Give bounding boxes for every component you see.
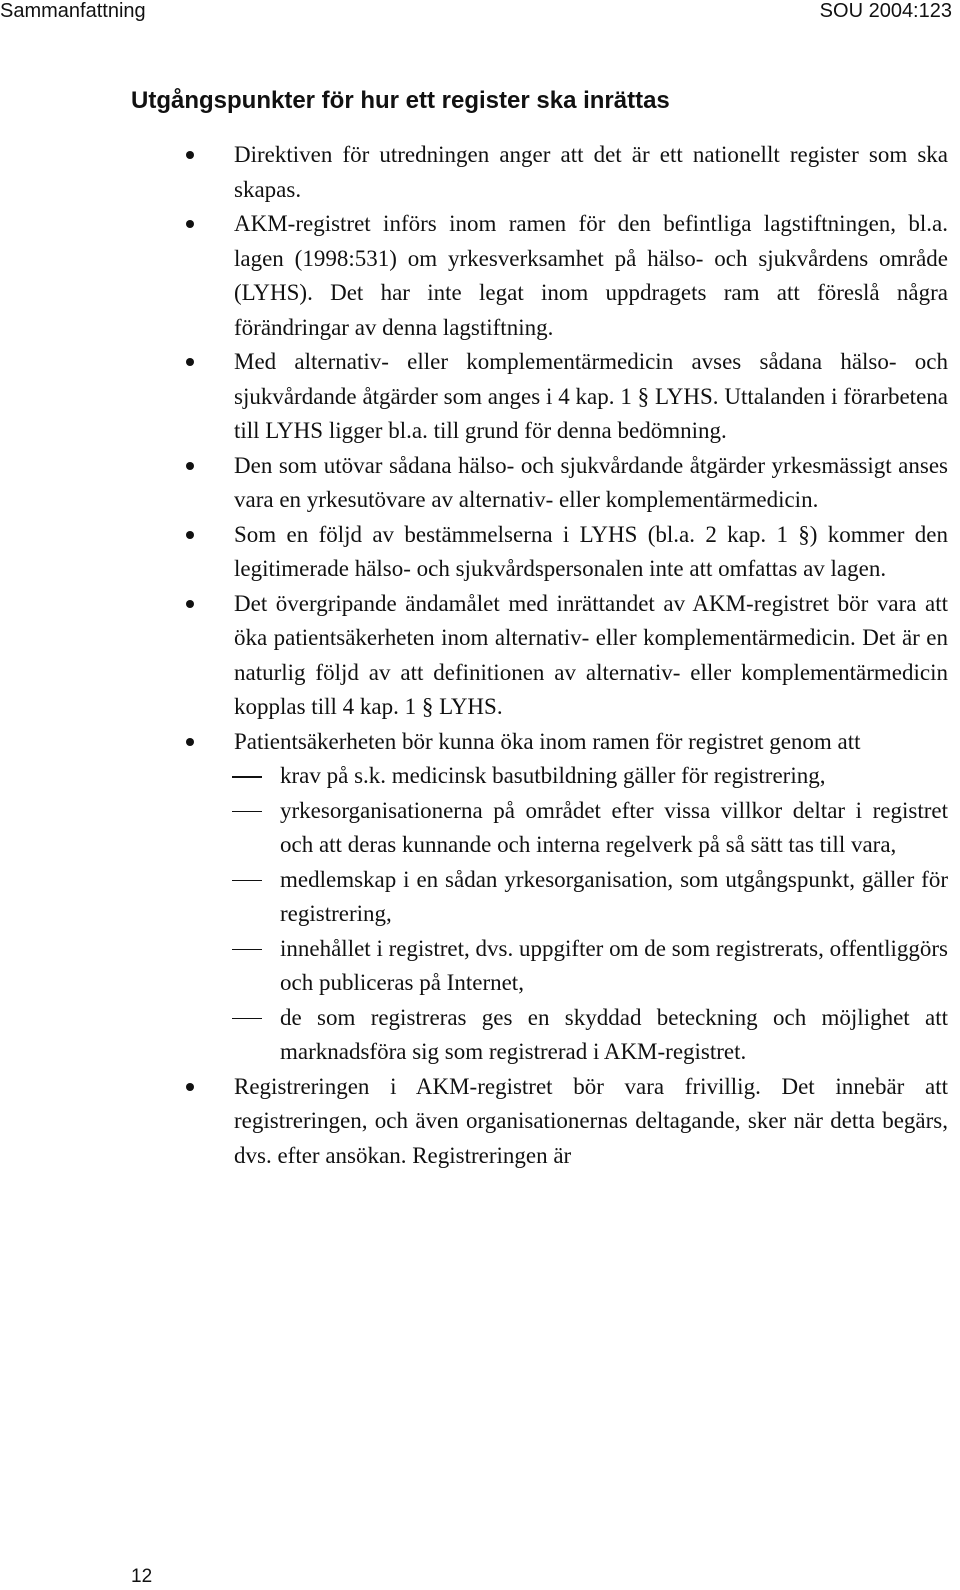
bullet-item xyxy=(186,207,948,345)
bullet-item xyxy=(186,138,948,207)
dash-icon xyxy=(232,949,262,951)
bullet-text: Med alternativ- eller komplementärmedicin avses sådana hälso- och sjukvårdande åtgärder som anges i 4 kap. 1 § LYHS. Uttalanden i förarbetena till LYHS ligger bl.a. till grund för denna bedömning. xyxy=(234,349,948,443)
bullet-text: Patientsäkerheten bör kunna öka inom ramen för registret genom att xyxy=(234,728,861,754)
bullet-icon xyxy=(186,220,194,228)
dash-text: innehållet i registret, dvs. uppgifter om de som registrerats, offentliggörs och publiceras på Internet, xyxy=(280,935,948,995)
dash-item xyxy=(186,932,948,1001)
dash-item xyxy=(186,1001,948,1070)
bullet-icon xyxy=(186,462,194,470)
section-name: Sammanfattning xyxy=(0,0,146,22)
dash-item xyxy=(186,863,948,932)
bullet-icon xyxy=(186,151,194,159)
body-text xyxy=(186,138,948,1173)
bullet-text: AKM-registret införs inom ramen för den befintliga lagstiftningen, bl.a. lagen (1998:531) om yrkesverksamhet på hälso- och sjukvårdens område (LYHS). Det har inte legat inom uppdragets ram att föreslå några förändringar av denna lagstiftning. xyxy=(234,211,948,340)
bullet-icon xyxy=(186,600,194,608)
bullet-text: Den som utövar sådana hälso- och sjukvårdande åtgärder yrkesmässigt anses vara en yrkesutövare av alternativ- eller komplementärmedicin. xyxy=(234,452,948,512)
bullet-item xyxy=(186,725,948,760)
bullet-item xyxy=(186,1070,948,1174)
dash-text: yrkesorganisationerna på området efter vissa villkor deltar i registret och att deras kunnande och interna regelverk på så sätt tas till vara, xyxy=(280,797,948,857)
bullet-icon xyxy=(186,1083,194,1091)
bullet-icon xyxy=(186,358,194,366)
dash-text: medlemskap i en sådan yrkesorganisation, som utgångspunkt, gäller för registrering, xyxy=(280,866,948,926)
bullet-text: Som en följd av bestämmelserna i LYHS (bl.a. 2 kap. 1 §) kommer den legitimerade hälso- och sjukvårdspersonalen inte att omfattas av lagen. xyxy=(234,521,948,581)
bullet-text: Registreringen i AKM-registret bör vara frivillig. Det innebär att registreringen, och även organisationernas deltagande, sker när detta begärs, dvs. efter ansökan. Registreringen är xyxy=(234,1073,948,1168)
bullet-text: Direktiven för utredningen anger att det är ett nationellt register som ska skapas. xyxy=(234,142,948,202)
dash-text: krav på s.k. medicinsk basutbildning gäller för registrering, xyxy=(280,763,826,788)
bullet-item xyxy=(186,449,948,518)
bullet-item xyxy=(186,345,948,449)
dash-icon xyxy=(232,1018,262,1020)
bullet-item xyxy=(186,518,948,587)
dash-icon xyxy=(232,811,262,813)
dash-icon xyxy=(232,776,262,778)
bullet-text: Det övergripande ändamålet med inrättandet av AKM-registret bör vara att öka patientsäkerheten inom alternativ- eller komplementärmedicin. Det är en naturlig följd av att definitionen av alternativ- eller komplementärmedicin kopplas till 4 kap. 1 § LYHS. xyxy=(234,590,948,719)
dash-item xyxy=(186,794,948,863)
bullet-icon xyxy=(186,738,194,746)
dash-text: de som registreras ges en skyddad beteckning och möjlighet att marknadsföra sig som registrerad i AKM-registret. xyxy=(280,1004,948,1064)
dash-icon xyxy=(232,880,262,882)
bullet-item xyxy=(186,587,948,725)
bullet-icon xyxy=(186,531,194,539)
document-id: SOU 2004:123 xyxy=(819,0,952,22)
page-number: 12 xyxy=(131,1566,153,1587)
dash-item xyxy=(186,759,948,794)
section-heading: Utgångspunkter för hur ett register ska inrättas xyxy=(131,87,670,114)
running-header xyxy=(0,0,960,26)
